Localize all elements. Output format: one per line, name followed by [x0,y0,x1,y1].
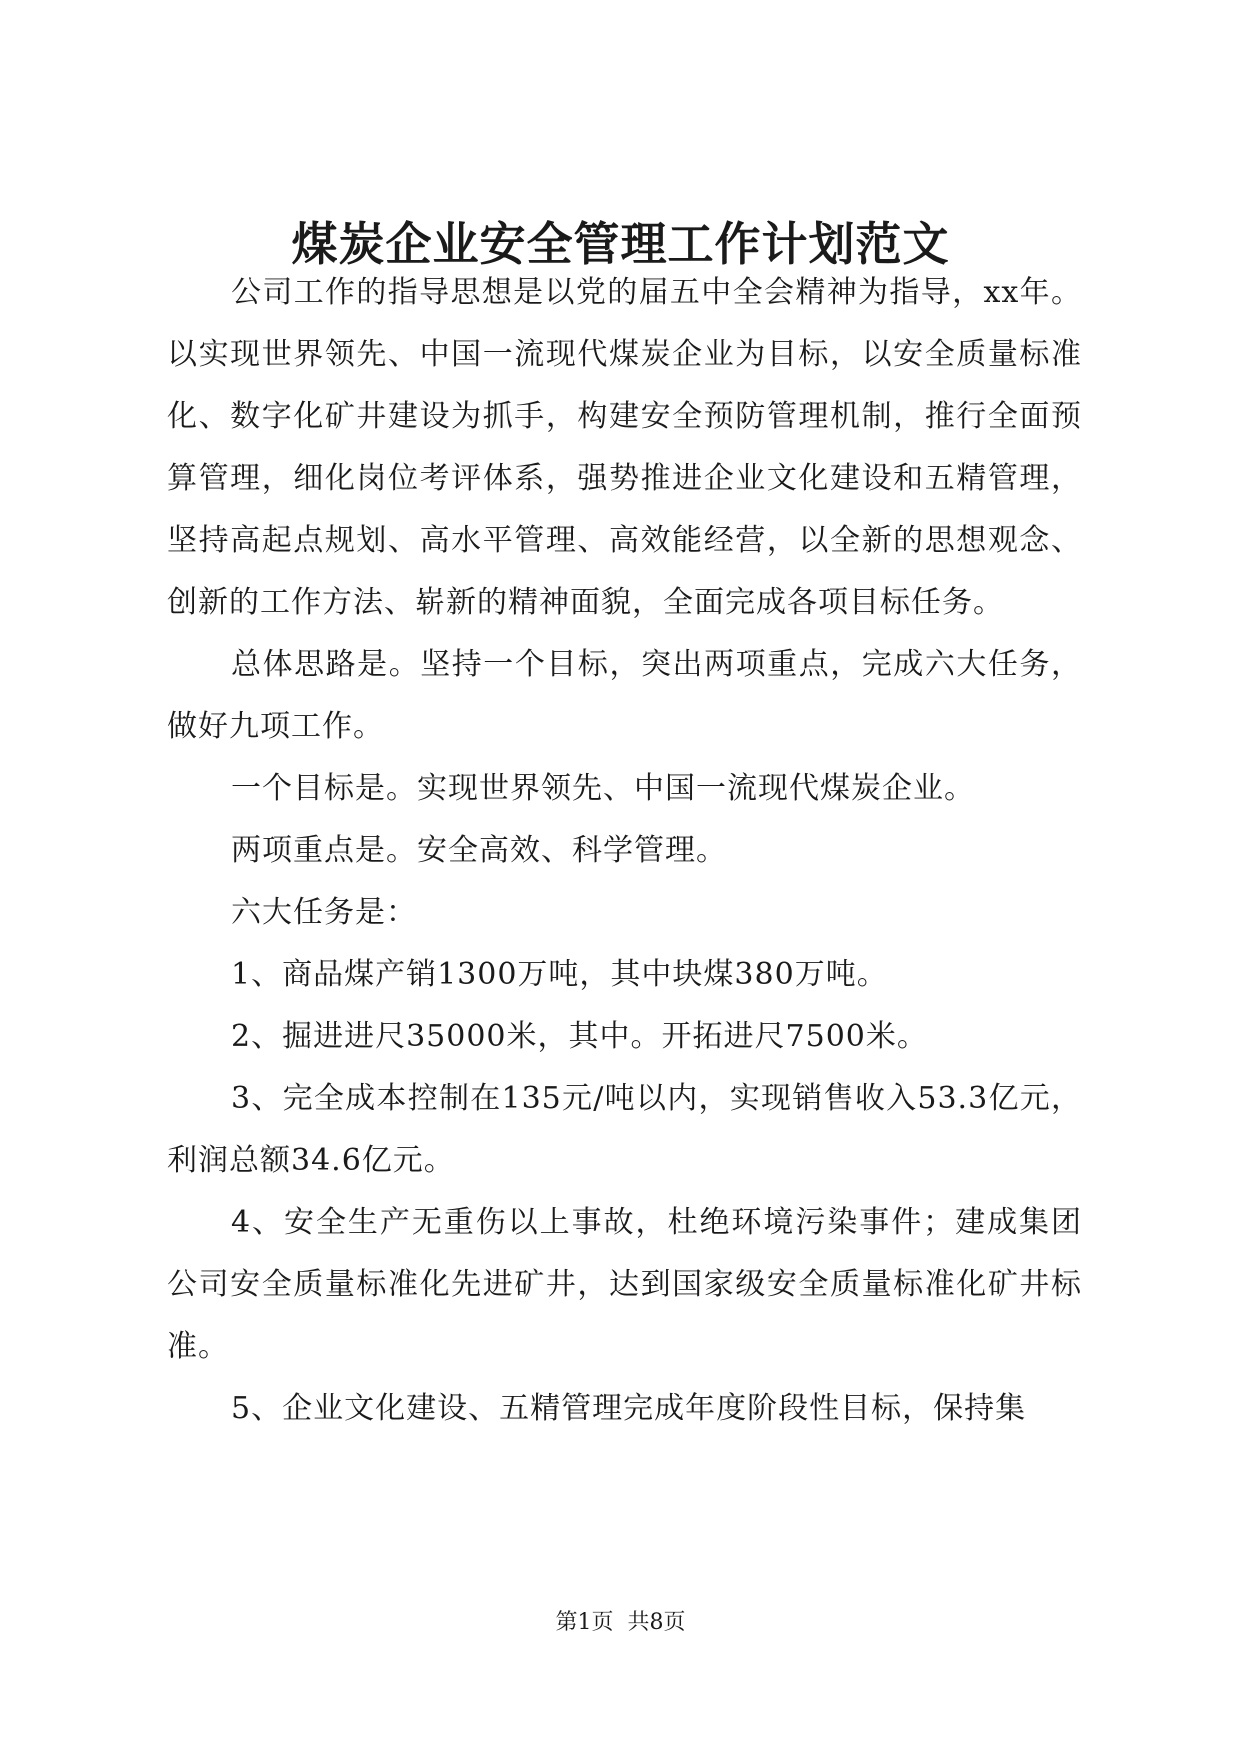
document-body [167,262,1082,1440]
page-footer [0,1608,1241,1638]
paragraph-task-5: 5、企业文化建设、五精管理完成年度阶段性目标，保持集 [231,1391,1027,1426]
paragraph-task-4: 4、安全生产无重伤以上事故，杜绝环境污染事件；建成集团公司安全质量标准化先进矿井，达到国家级安全质量标准化矿井标准。 [167,1205,1082,1364]
paragraph-task-3: 3、完全成本控制在135元/吨以内，实现销售收入53.3亿元，利润总额34.6亿元。 [167,1081,1082,1178]
paragraph-two-priorities: 两项重点是。安全高效、科学管理。 [231,833,727,868]
paragraph-one-goal: 一个目标是。实现世界领先、中国一流现代煤炭企业。 [231,771,975,806]
page-number: 第1页 共8页 [555,1610,686,1635]
paragraph-overall-approach: 总体思路是。坚持一个目标，突出两项重点，完成六大任务，做好九项工作。 [167,647,1082,744]
paragraph-six-tasks-heading: 六大任务是： [231,895,417,930]
paragraph-task-1: 1、商品煤产销1300万吨，其中块煤380万吨。 [231,957,888,992]
document-title: 煤炭企业安全管理工作计划范文 [291,217,950,271]
paragraph-guiding-thought: 公司工作的指导思想是以党的届五中全会精神为指导，xx年。以实现世界领先、中国一流现代煤炭企业为目标，以安全质量标准化、数字化矿井建设为抓手，构建安全预防管理机制，推行全面预算管理，细化岗位考评体系，强势推进企业文化建设和五精管理，坚持高起点规划、高水平管理、高效能经营，以全新的思想观念、创新的工作方法、崭新的精神面貌，全面完成各项目标任务。 [167,275,1082,620]
paragraph-task-2: 2、掘进进尺35000米，其中。开拓进尺7500米。 [231,1019,928,1054]
